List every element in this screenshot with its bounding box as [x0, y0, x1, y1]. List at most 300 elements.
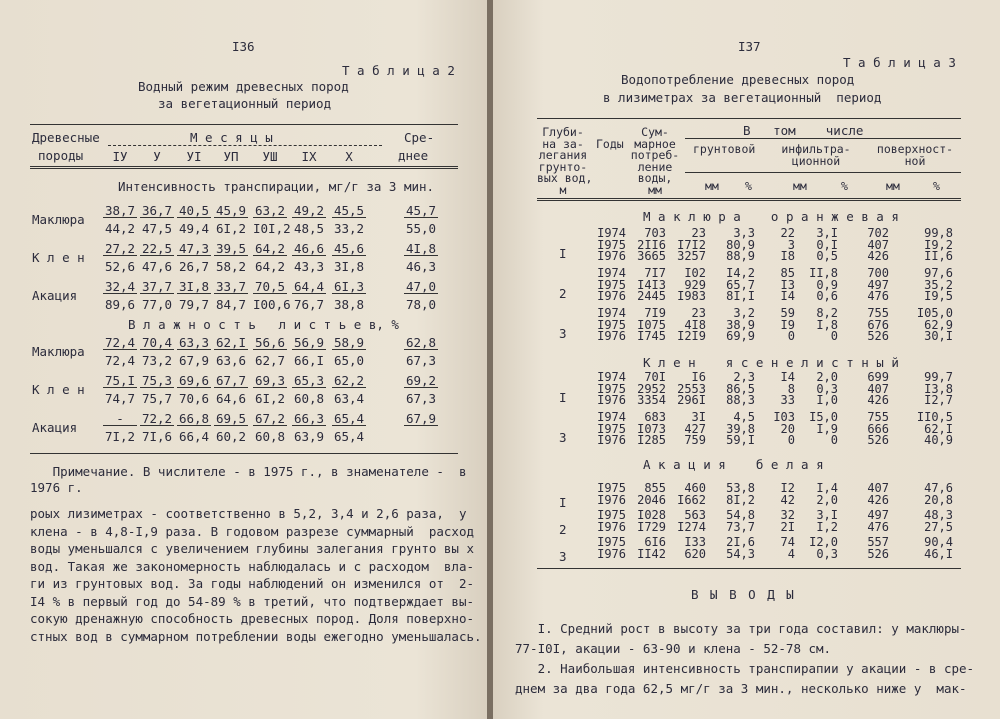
cell-value: I3 — [780, 277, 795, 292]
cell-value: I2,7 — [924, 393, 953, 407]
cell-value: 3 — [787, 237, 795, 252]
cell-value: 476 — [867, 519, 889, 534]
numerator-value: 63,3 — [178, 335, 210, 350]
cell-value: 3I — [691, 410, 706, 424]
cell-value: I2I9 — [677, 329, 706, 343]
cell-value: 929 — [684, 277, 706, 292]
denominator-value: 63,6 — [215, 353, 247, 368]
cell-value: I976 — [597, 393, 626, 407]
cell-value: 88,9 — [726, 249, 755, 263]
numerator-value: 66,8 — [178, 411, 210, 426]
numerator-value: 69,6 — [178, 373, 210, 388]
cell-value: 70I — [644, 370, 666, 384]
cell-value: 526 — [867, 433, 889, 447]
cell-value: I,8 — [816, 317, 838, 332]
cell-value: I983 — [677, 289, 706, 303]
cell-value: I5,0 — [809, 410, 838, 424]
species-name: Маклюра — [32, 212, 85, 227]
cell-value: 0,3 — [816, 381, 838, 396]
denominator-value: 74,7 — [104, 391, 136, 406]
numerator-value: 64,2 — [254, 241, 286, 256]
numerator-value: 58,9 — [333, 335, 365, 350]
cell-value: I975 — [597, 535, 626, 549]
cell-value: 59 — [780, 306, 795, 320]
cell-value: 460 — [684, 481, 706, 495]
section-title-transpiration: Интенсивность транспирации, мг/г за 3 мин. — [118, 179, 435, 194]
numerator-value: 45,9 — [215, 203, 247, 218]
cell-value: I274 — [677, 519, 706, 534]
cell-value: I976 — [597, 249, 626, 263]
cell-value: I976 — [597, 289, 626, 303]
denominator-value: 44,2 — [104, 221, 136, 236]
cell-value: 2,0 — [816, 492, 838, 507]
cell-value: I05,0 — [916, 306, 953, 320]
cell-value: I975 — [597, 277, 626, 292]
cell-value: 3,I — [816, 508, 838, 522]
denominator-value: 84,7 — [215, 297, 247, 312]
numerator-value: 69,3 — [254, 373, 286, 388]
header-total-line: марное — [634, 136, 676, 151]
denominator-value: 6I,2 — [215, 221, 247, 236]
header-bottom-rule — [537, 198, 961, 201]
body-text-line: сокую дренажную способность древесных пород. Доля поверхно- — [30, 611, 475, 626]
page-number: I36 — [232, 39, 255, 54]
denominator-value: 7I,6 — [141, 429, 173, 444]
numerator-value: 46,6 — [293, 241, 325, 256]
month-header: УШ — [262, 149, 278, 164]
denominator-value: 43,3 — [293, 259, 325, 274]
header-unit: мм — [793, 179, 807, 193]
numerator-value: 45,5 — [333, 203, 365, 218]
numerator-value: 63,2 — [254, 203, 286, 218]
header-surface-line: поверхност- — [876, 142, 954, 156]
cell-value: 296I — [677, 393, 706, 407]
cell-value: 3665 — [637, 249, 666, 263]
species-heading: К л е н я с е н е л и с т н ы й — [643, 355, 899, 370]
numerator-value: 62,2 — [333, 373, 365, 388]
numerator-value: 72,4 — [104, 335, 136, 350]
numerator-value: 3I,8 — [178, 279, 210, 294]
cell-value: 0 — [787, 329, 795, 343]
cell-value: 73,7 — [726, 519, 755, 534]
cell-value: 4I8 — [684, 317, 706, 332]
cell-value: 676 — [867, 317, 889, 332]
cell-value: 59,I — [726, 433, 755, 447]
denominator-value: 70,6 — [178, 391, 210, 406]
section-title-humidity: В л а ж н о с т ь л и с т ь е в, % — [128, 317, 399, 332]
month-header: УI — [186, 149, 202, 164]
cell-value: 702 — [867, 226, 889, 240]
cell-value: I4,2 — [726, 266, 755, 280]
cell-value: 700 — [867, 266, 889, 280]
note-line-2: 1976 г. — [30, 480, 83, 495]
numerator-value: 56,6 — [254, 335, 286, 350]
numerator-value: 49,2 — [293, 203, 325, 218]
cell-value: 0,6 — [816, 289, 838, 303]
numerator-value: 22,5 — [141, 241, 173, 256]
numerator-value: 75,I — [104, 373, 136, 388]
cell-value: 2,3 — [733, 370, 755, 384]
cell-value: 426 — [867, 249, 889, 263]
header-species-2: породы — [38, 148, 84, 163]
denominator-value: 64,2 — [254, 259, 286, 274]
header-average-1: Сре- — [404, 130, 435, 145]
cell-value: I4 — [780, 289, 795, 303]
depth-value: 3 — [559, 430, 567, 445]
depth-value: I — [559, 390, 567, 405]
cell-value: 8I,I — [726, 289, 755, 303]
header-total-line: ление — [637, 159, 673, 174]
denominator-value: 67,9 — [178, 353, 210, 368]
cell-value: 2I — [780, 519, 795, 534]
cell-value: 2I,6 — [726, 535, 755, 549]
cell-value: 30,I — [924, 329, 953, 343]
denominator-value: 77,0 — [141, 297, 173, 312]
cell-value: 62,I — [924, 421, 953, 436]
cell-value: 2445 — [637, 289, 666, 303]
body-text-line: воды уменьшался с увеличением глубины залегания грунто вы х — [30, 541, 475, 556]
denominator-value: 62,7 — [254, 353, 286, 368]
cell-value: 0,9 — [816, 277, 838, 292]
denominator-value: 78,0 — [405, 297, 437, 312]
header-species-1: Древесные — [32, 130, 100, 145]
cell-value: 39,8 — [726, 421, 755, 436]
denominator-value: 79,7 — [178, 297, 210, 312]
numerator-value: 36,7 — [141, 203, 173, 218]
depth-value: I — [559, 495, 567, 510]
cell-value: 407 — [867, 481, 889, 495]
table-title-line-1: Водопотребление древесных пород — [621, 72, 855, 87]
numerator-value: 47,3 — [178, 241, 210, 256]
denominator-value: 48,5 — [293, 221, 325, 236]
cell-value: 40,9 — [924, 433, 953, 447]
cell-value: I974 — [597, 226, 626, 240]
month-header: X — [345, 149, 353, 164]
cell-value: 3,3 — [733, 226, 755, 240]
numerator-value: 66,3 — [293, 411, 325, 426]
cell-value: I4I3 — [637, 277, 666, 292]
cell-value: I975 — [597, 508, 626, 522]
cell-value: I9,2 — [924, 237, 953, 252]
cell-value: 23 — [691, 226, 706, 240]
cell-value: 0 — [830, 433, 838, 447]
species-name: К л е н — [32, 382, 85, 397]
cell-value: 8 — [787, 381, 795, 396]
denominator-value: 65,4 — [333, 429, 365, 444]
denominator-value: 7I,2 — [104, 429, 136, 444]
cell-value: I,2 — [816, 519, 838, 534]
denominator-value: 65,0 — [333, 353, 365, 368]
cell-value: 407 — [867, 381, 889, 396]
cell-value: 97,6 — [924, 266, 953, 280]
body-text-line: ги из грунтовых вод. За годы наблюдений он изменился от 2- — [30, 576, 475, 591]
cell-value: I4 — [780, 370, 795, 384]
depth-value: 2 — [559, 522, 567, 537]
cell-value: 8I,2 — [726, 492, 755, 507]
depth-value: 2 — [559, 286, 567, 301]
table-top-rule — [537, 118, 961, 119]
cell-value: 755 — [867, 306, 889, 320]
cell-value: I974 — [597, 370, 626, 384]
month-header: IX — [301, 149, 317, 164]
cell-value: I7I2 — [677, 237, 706, 252]
cell-value: 4 — [787, 546, 795, 561]
denominator-value: 73,2 — [141, 353, 173, 368]
cell-value: 35,2 — [924, 277, 953, 292]
cell-value: 6I6 — [644, 535, 666, 549]
species-heading: М а к л ю р а о р а н ж е в а я — [643, 209, 899, 224]
denominator-value: 58,2 — [215, 259, 247, 274]
numerator-value: 69,5 — [215, 411, 247, 426]
cell-value: 557 — [867, 535, 889, 549]
conclusion-line: днем за два года 62,5 мг/г за 3 мин., несколько ниже у мак- — [515, 681, 967, 696]
cell-value: 3354 — [637, 393, 666, 407]
numerator-value: 40,5 — [178, 203, 210, 218]
numerator-value: 38,7 — [104, 203, 136, 218]
header-months: М е с я ц ы — [190, 130, 273, 145]
cell-value: 20 — [780, 421, 795, 436]
cell-value: I976 — [597, 433, 626, 447]
cell-value: 3,2 — [733, 306, 755, 320]
denominator-value: 49,4 — [178, 221, 210, 236]
cell-value: 0 — [830, 329, 838, 343]
cell-value: 666 — [867, 421, 889, 436]
cell-value: 526 — [867, 546, 889, 561]
denominator-value: 72,4 — [104, 353, 136, 368]
table-bottom-rule — [30, 453, 458, 454]
cell-value: I974 — [597, 266, 626, 280]
depth-value: 3 — [559, 326, 567, 341]
numerator-value: 75,3 — [141, 373, 173, 388]
denominator-value: 55,0 — [405, 221, 437, 236]
numerator-value: 4I,8 — [405, 241, 437, 256]
header-including: В том числе — [743, 123, 864, 138]
month-header: У — [153, 149, 161, 164]
cell-value: I8 — [780, 249, 795, 263]
numerator-value: 37,7 — [141, 279, 173, 294]
numerator-value: 69,2 — [405, 373, 437, 388]
cell-value: 90,4 — [924, 535, 953, 549]
header-ground: грунтовой — [693, 142, 756, 156]
cell-value: 2,0 — [816, 370, 838, 384]
cell-value: 759 — [684, 433, 706, 447]
header-inner-rule — [108, 145, 382, 146]
table-label: Т а б л и ц а 2 — [342, 63, 455, 78]
header-years: Годы — [596, 137, 624, 151]
cell-value: 755 — [867, 410, 889, 424]
header-total-line: мм — [648, 182, 662, 197]
numerator-value: 67,2 — [254, 411, 286, 426]
cell-value: 88,3 — [726, 393, 755, 407]
body-text-line: I4 % в первый год до 54-89 % в третий, что подтверждает вы- — [30, 593, 475, 609]
body-text-line: вод. Такая же закономерность наблюдалась и с расходом вла- — [30, 558, 475, 574]
page-number: I37 — [738, 39, 761, 54]
cell-value: 0 — [787, 433, 795, 447]
header-depth-line: Глуби- — [542, 125, 584, 139]
cell-value: 476 — [867, 289, 889, 303]
cell-value: 48,3 — [924, 508, 953, 522]
cell-value: I975 — [597, 317, 626, 332]
cell-value: 426 — [867, 492, 889, 507]
month-header: IУ — [112, 149, 128, 164]
denominator-value: 63,9 — [293, 429, 325, 444]
header-depth-line: вых вод, — [537, 171, 593, 185]
header-depth-line: грунто- — [538, 159, 588, 174]
numerator-value: 64,4 — [293, 279, 325, 294]
numerator-value: 67,9 — [405, 411, 437, 426]
numerator-value: 65,4 — [333, 411, 365, 426]
denominator-value: 47,6 — [141, 259, 173, 274]
depth-value: 3 — [559, 549, 567, 564]
right-page — [493, 0, 1000, 719]
cell-value: I2 — [780, 481, 795, 495]
cell-value: 54,8 — [726, 508, 755, 522]
conclusion-line: 2. Наибольшая интенсивность транспирапии у акации - в сре- — [515, 661, 975, 676]
cell-value: I028 — [637, 508, 666, 522]
numerator-value: 72,2 — [141, 411, 173, 426]
cell-value: 54,3 — [726, 546, 755, 561]
cell-value: I975 — [597, 237, 626, 252]
cell-value: 620 — [684, 546, 706, 561]
denominator-value: 47,5 — [141, 221, 173, 236]
cell-value: 427 — [684, 421, 706, 436]
numerator-value: 67,7 — [215, 373, 247, 388]
denominator-value: I0I,2 — [253, 221, 291, 236]
denominator-value: 52,6 — [104, 259, 136, 274]
cell-value: I9,5 — [924, 289, 953, 303]
cell-value: I976 — [597, 519, 626, 534]
cell-value: 497 — [867, 277, 889, 292]
denominator-value: 64,6 — [215, 391, 247, 406]
cell-value: 2046 — [637, 492, 666, 507]
cell-value: II,6 — [924, 249, 953, 263]
table-top-rule — [30, 124, 458, 125]
denominator-value: 38,8 — [333, 297, 365, 312]
cell-value: I662 — [677, 492, 706, 507]
cell-value: I976 — [597, 546, 626, 561]
header-unit: мм — [886, 179, 900, 193]
cell-value: I,9 — [816, 421, 838, 436]
cell-value: 86,5 — [726, 381, 755, 396]
cell-value: 563 — [684, 508, 706, 522]
cell-value: I975 — [597, 381, 626, 396]
cell-value: I2,0 — [809, 535, 838, 549]
header-unit: мм — [705, 179, 719, 193]
body-text-line: роых лизиметрах - соответственно в 5,2, 3,4 и 2,6 раза, у — [30, 506, 467, 521]
cell-value: 407 — [867, 237, 889, 252]
cell-value: 69,9 — [726, 329, 755, 343]
numerator-value: 65,3 — [293, 373, 325, 388]
cell-value: 2553 — [677, 381, 706, 396]
body-text-line: клена - в 4,8-I,9 раза. В годовом разрезе суммарный расход — [30, 523, 475, 539]
denominator-value: I00,6 — [253, 297, 291, 312]
cell-value: I02 — [684, 266, 706, 280]
cell-value: I9 — [780, 317, 795, 332]
header-depth-line: на за- — [542, 136, 584, 151]
conclusion-line: 77-I0I, акации - 63-90 и клена - 52-78 см. — [515, 641, 832, 656]
numerator-value: 6I,3 — [333, 279, 365, 294]
header-unit: % — [745, 179, 752, 193]
cell-value: I285 — [637, 433, 666, 447]
header-depth-line: легания — [538, 148, 588, 162]
cell-value: 0,5 — [816, 249, 838, 263]
cell-value: 32 — [780, 508, 795, 522]
month-header: УП — [223, 149, 239, 164]
cell-value: 62,9 — [924, 317, 953, 332]
cell-value: 33 — [780, 393, 795, 407]
denominator-value: 66,4 — [178, 429, 210, 444]
cell-value: 4,5 — [733, 410, 755, 424]
denominator-value: 67,3 — [405, 391, 437, 406]
species-name: Акация — [32, 420, 78, 435]
cell-value: 99,8 — [924, 226, 953, 240]
denominator-value: 26,7 — [178, 259, 210, 274]
numerator-value: 32,4 — [104, 279, 136, 294]
header-units-rule — [685, 172, 961, 173]
cell-value: 53,8 — [726, 481, 755, 495]
cell-value: 85 — [780, 266, 795, 280]
conclusion-line: I. Средний рост в высоту за три года составил: у маклюры- — [515, 621, 967, 636]
cell-value: I975 — [597, 481, 626, 495]
cell-value: 42 — [780, 492, 795, 507]
cell-value: I6 — [691, 370, 706, 384]
numerator-value: 70,5 — [254, 279, 286, 294]
header-bottom-rule — [30, 166, 458, 169]
denominator-value: 33,2 — [333, 221, 365, 236]
numerator-value: 27,2 — [104, 241, 136, 256]
denominator-value: 76,7 — [293, 297, 325, 312]
table-title-line-2: за вегетационный период — [158, 96, 332, 111]
denominator-value: 66,I — [293, 353, 325, 368]
cell-value: I33 — [684, 535, 706, 549]
cell-value: II0,5 — [916, 410, 953, 424]
numerator-value: - — [103, 412, 137, 426]
table-label: Т а б л и ц а 3 — [843, 55, 956, 70]
denominator-value: 75,7 — [141, 391, 173, 406]
numerator-value: 70,4 — [141, 335, 173, 350]
denominator-value: 63,4 — [333, 391, 365, 406]
cell-value: 74 — [780, 535, 795, 549]
cell-value: 3257 — [677, 249, 706, 263]
cell-value: 47,6 — [924, 481, 953, 495]
cell-value: 8,2 — [816, 306, 838, 320]
cell-value: 38,9 — [726, 317, 755, 332]
denominator-value: 89,6 — [104, 297, 136, 312]
depth-value: I — [559, 246, 567, 261]
cell-value: 7I9 — [644, 306, 666, 320]
denominator-value: 3I,8 — [333, 259, 365, 274]
table-title-line-2: в лизиметрах за вегетационный период — [603, 90, 882, 105]
cell-value: I975 — [597, 421, 626, 436]
header-total-line: воды, — [637, 171, 673, 185]
cell-value: I976 — [597, 329, 626, 343]
numerator-value: 45,7 — [405, 203, 437, 218]
cell-value: 2II6 — [637, 237, 666, 252]
header-total-line: потреб- — [630, 148, 680, 162]
cell-value: I03 — [773, 410, 795, 424]
cell-value: 855 — [644, 481, 666, 495]
left-page — [0, 0, 489, 719]
species-name: Маклюра — [32, 344, 85, 359]
cell-value: I3,8 — [924, 381, 953, 396]
denominator-value: 46,3 — [405, 259, 437, 274]
numerator-value: 56,9 — [293, 335, 325, 350]
cell-value: I745 — [637, 329, 666, 343]
cell-value: II,8 — [809, 266, 838, 280]
cell-value: 22 — [780, 226, 795, 240]
denominator-value: 60,8 — [254, 429, 286, 444]
species-name: К л е н — [32, 250, 85, 265]
